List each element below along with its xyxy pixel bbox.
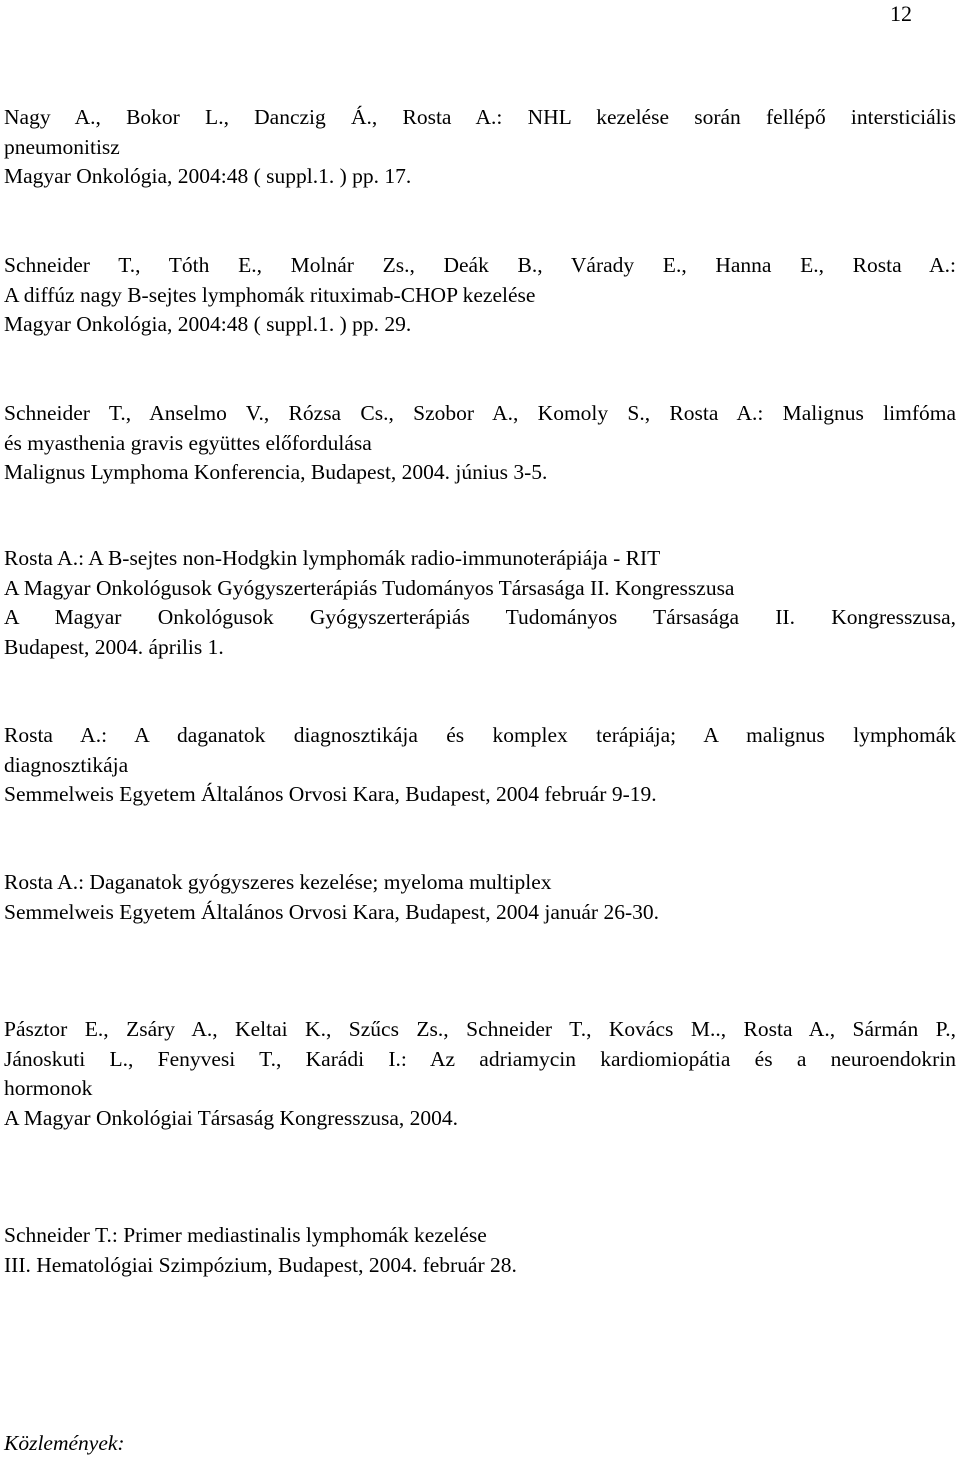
entry-line: Magyar Onkológia, 2004:48 ( suppl.1. ) pp. 17. — [4, 164, 412, 188]
entry-line: Semmelweis Egyetem Általános Orvosi Kara, Budapest, 2004 február 9-19. — [4, 782, 657, 806]
entry-line: III. Hematológiai Szimpózium, Budapest, 2004. február 28. — [4, 1252, 517, 1277]
reference-entry-3 — [4, 399, 956, 488]
entry-line: A Magyar Onkológusok Gyógyszerterápiás Tudományos Társasága II. Kongresszusa — [4, 575, 735, 600]
entry-line: A Magyar Onkológusok Gyógyszerterápiás Tudományos Társasága II. Kongresszusa, — [4, 605, 956, 629]
entry-line: Pásztor E., Zsáry A., Keltai K., Szűcs Zs., Schneider T., Kovács M.., Rosta A., Sármán P., — [4, 1017, 956, 1041]
entry-line: Schneider T., Anselmo V., Rózsa Cs., Szobor A., Komoly S., Rosta A.: Malignus limfóma — [4, 401, 956, 425]
entry-line: pneumonitisz — [4, 134, 120, 159]
entry-line: Semmelweis Egyetem Általános Orvosi Kara, Budapest, 2004 január 26-30. — [4, 899, 660, 924]
entry-line: Schneider T., Tóth E., Molnár Zs., Deák B., Várady E., Hanna E., Rosta A.: — [4, 253, 956, 277]
reference-entry-1 — [4, 103, 956, 192]
entry-line: és myasthenia gravis együttes előfordulása — [4, 430, 372, 455]
reference-entry-8 — [4, 1221, 956, 1280]
entry-line: Magyar Onkológia, 2004:48 ( suppl.1. ) pp. 29. — [4, 312, 412, 336]
entry-line: Rosta A.: A B-sejtes non-Hodgkin lymphomák radio-immunoterápiája - RIT — [4, 546, 661, 570]
entry-line: Malignus Lymphoma Konferencia, Budapest, 2004. június 3-5. — [4, 460, 548, 484]
entry-line: Budapest, 2004. április 1. — [4, 634, 224, 659]
entry-line: Jánoskuti L., Fenyvesi T., Karádi I.: Az adriamycin kardiomiopátia és a neuroendokrin — [4, 1046, 956, 1071]
reference-entry-5 — [4, 721, 956, 810]
entry-line: A diffúz nagy B-sejtes lymphomák rituximab-CHOP kezelése — [4, 282, 536, 307]
entry-line: A Magyar Onkológiai Társaság Kongresszusa, 2004. — [4, 1105, 458, 1130]
reference-entry-6 — [4, 868, 956, 927]
entry-line: hormonok — [4, 1076, 93, 1100]
entry-line: Rosta A.: A daganatok diagnosztikája és komplex terápiája; A malignus lymphomák — [4, 723, 956, 747]
entry-line: Schneider T.: Primer mediastinalis lymphomák kezelése — [4, 1223, 487, 1247]
page-number: 12 — [890, 1, 912, 26]
entry-line: Nagy A., Bokor L., Danczig Á., Rosta A.: NHL kezelése során fellépő intersticiális — [4, 105, 956, 129]
entry-line: diagnosztikája — [4, 752, 129, 777]
reference-entry-4 — [4, 544, 956, 662]
reference-entry-7 — [4, 1015, 956, 1133]
entry-line: Rosta A.: Daganatok gyógyszeres kezelése; myeloma multiplex — [4, 870, 552, 894]
section-heading-publications: Közlemények: — [4, 1431, 125, 1455]
reference-entry-2 — [4, 251, 956, 340]
